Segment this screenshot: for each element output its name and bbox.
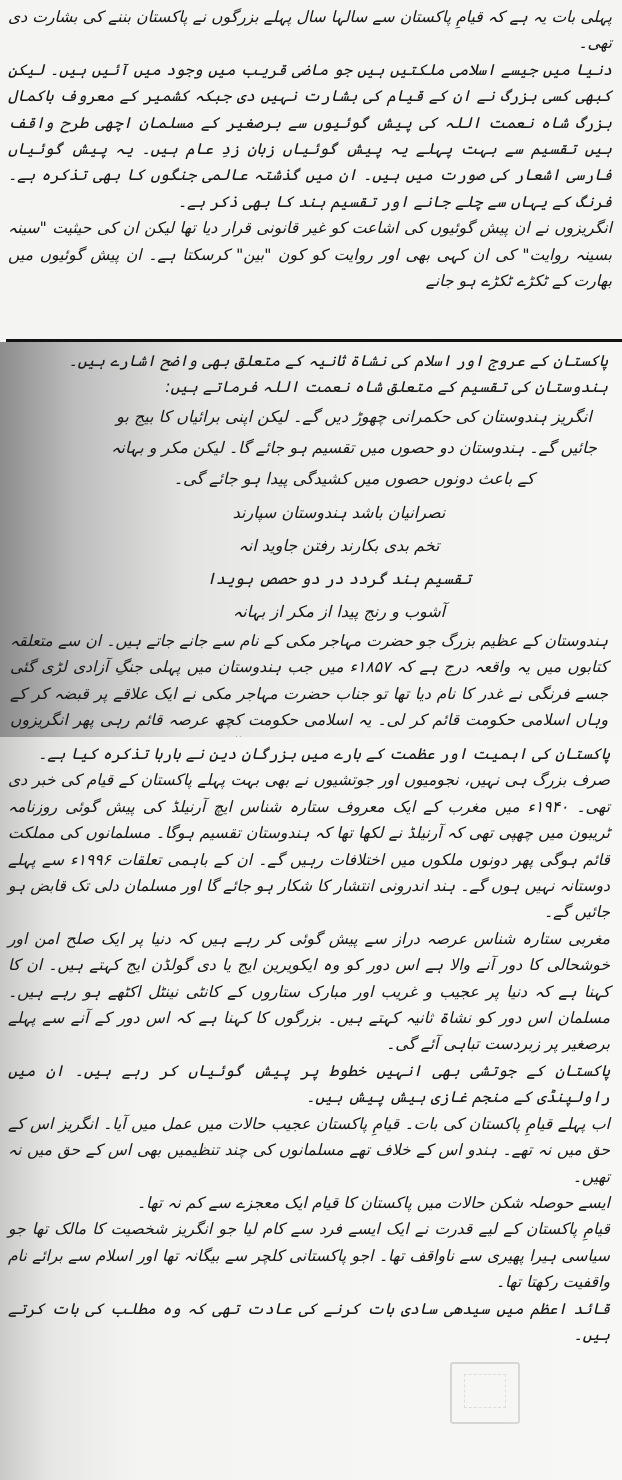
- fragment-top-line: پاکستان کی اہمیت اور عظمت کے بارے میں بزرگانِ دین نے بارہا تذکرہ کیا ہے۔: [38, 745, 610, 763]
- page-fragment-middle: [0, 342, 622, 737]
- paragraph: انگریزوں نے ان پیش گوئیوں کی اشاعت کو غیر قانونی قرار دیا تھا لیکن ان کی حیثیت "سینہ بسینہ روایت" کی ان کہی بھی اور روایت کو کون "بین" کرسکتا ہے۔ ان پیش گوئیوں میں بھارت کے ٹکڑے ٹکڑے ہو جانے: [8, 219, 612, 291]
- paragraph: ہندوستان کے عظیم بزرگ جو حضرت مہاجر مکی کے نام سے جانے جاتے ہیں۔ ان سے متعلقہ کتابوں میں یہ واقعہ درج ہے کہ ۱۸۵۷ء میں جب ہندوستان میں پہلی جنگِ آزادی لڑی گئی جسے فرنگی نے غدر کا نام دیا تھا تو جناب حضرت مہاجر مکی نے ایک علاقے پر قبضہ کر کے وہاں اسلامی حکومت قائم کر لی۔ یہ اسلامی حکومت کچھ عرصہ قائم رہی پھر انگریزوں: [10, 631, 608, 730]
- poem-intro: ہندوستان کی تقسیم کے متعلق شاہ نعمت اللہ فرماتے ہیں:: [165, 378, 608, 397]
- translation-line: انگریز ہندوستان کی حکمرانی چھوڑ دیں گے۔ لیکن اپنی برائیاں کا بیج بو: [116, 406, 592, 426]
- translation-line: کے باعث دونوں حصوں میں کشیدگی پیدا ہو جائے گی۔: [173, 468, 535, 488]
- prose-translation: [10, 401, 608, 494]
- verse-line: آشوب و رنج پیدا از مکر از بہانہ: [232, 601, 446, 621]
- paragraph: پاکستان کے جوتشی بھی انہیں خطوط پر پیش گوئیاں کر رہے ہیں۔ ان میں راولپنڈی کے منجم غازی ہیش پیش ہیں۔: [8, 1061, 610, 1107]
- verse-line: نصرانیان باشد ہندوستان سپارند: [232, 502, 446, 522]
- paragraph: ایسے حوصلہ شکن حالات میں پاکستان کا قیام ایک معجزے سے کم نہ تھا۔: [136, 1193, 610, 1212]
- verse-line: تقسیم ہند گردد در دو حصص ہویدا: [206, 568, 472, 588]
- page-fragment-bottom: [0, 737, 622, 1480]
- translation-line: جائیں گے۔ ہندوستان دو حصوں میں تقسیم ہو جائے گا۔ لیکن مکر و بہانہ: [111, 437, 597, 457]
- faint-stamp-mark: [450, 1362, 520, 1424]
- verse-line: تخم بدی بکارند رفتن جاوید انہ: [238, 535, 440, 555]
- fragment-top-line: پاکستان کے عروج اور اسلام کی نشاۃ ثانیہ کے متعلق بھی واضح اشارے ہیں۔: [68, 352, 608, 370]
- persian-verses: [10, 496, 608, 628]
- page-fragment-top: [0, 0, 622, 342]
- paragraph: صرف بزرگ ہی نہیں، نجومیوں اور جوتشیوں نے بھی بہت پہلے پاکستان کے قیام کی خبر دی تھی۔ ۱۹۴۰ء میں مغرب کے ایک معروف ستارہ شناس ایچ آرنیلڈ کی پیش گوئی روزنامہ ٹریبون میں چھپی تھی کہ آرنیلڈ نے لکھا تھا کہ ہندوستان تقسیم ہوگا۔ مسلمانوں کی مملکت قائم ہوگی پھر دونوں ملکوں میں اختلافات رہیں گے۔ ان کے باہمی تعلقات ۱۹۹۶ء سے پہلے دوستانہ نہیں ہوں گے۔ ہند اندرونی انتشار کا شکار ہو جائے گا اور مسلمان دلی تک قابض ہو جائیں گے۔: [8, 771, 610, 922]
- paragraph: قیامِ پاکستان کے لیے قدرت نے ایک ایسے فرد سے کام لیا جو انگریز شخصیت کا مالک تھا جو سیاسی ہیرا پھیری سے ناواقف تھا۔ اجو پاکستانی کلچر سے بیگانہ تھا اور اسلام سے برائے نام واقفیت رکھتا تھا۔: [8, 1220, 610, 1292]
- paragraph: دنیا میں جیسے اسلامی ملکتیں ہیں جو ماضی قریب میں وجود میں آئیں ہیں۔ لیکن کبھی کسی بزرگ نے ان کے قیام کی بشارت نہیں دی جبکہ کشمیر کے معروف باکمال بزرگ شاہ نعمت اللہ کی پیش گوئیوں سے برصغیر کے مسلمان اچھی طرح واقف ہیں تقسیم سے بہت پہلے یہ پیش گوئیاں زبان زدِ عام ہیں۔ یہ پیش گوئیاں فارسی اشعار کی صورت میں ہیں۔ ان میں گذشتہ عالمی جنگوں کا بھی تذکرہ ہے۔ فرنگ کے یہاں سے چلے جانے اور تقسیم ہند کا بھی ذکر ہے۔: [8, 60, 612, 211]
- paragraph: اب پہلے قیامِ پاکستان کی بات۔ قیامِ پاکستان عجیب حالات میں عمل میں آیا۔ انگریز اس کے حق میں نہ تھے۔ ہندو اس کے خلاف تھے مسلمانوں کی چند تنظیمیں بھی اس کے حق میں نہ تھیں۔: [8, 1114, 610, 1186]
- paragraph: مغربی ستارہ شناس عرصہ دراز سے پیش گوئی کر رہے ہیں کہ دنیا پر ایک صلح امن اور خوشحالی کا دور آنے والا ہے اس دور کو وہ ایکویرین ایج یا دی گولڈن ایج کہتے ہیں۔ ان کا کہنا ہے کہ دنیا پر عجیب و غریب اور مبارک ستاروں کے کانٹی نینٹل اکٹھے ہو رہے ہیں۔ مسلمان اس دور کو نشاۃ ثانیہ کہتے ہیں۔ بزرگوں کا کہنا ہے کہ اس دور کے آنے سے پہلے برصغیر پر زبردست تباہی آئے گی۔: [8, 929, 610, 1054]
- paragraph: پہلی بات یہ ہے کہ قیامِ پاکستان سے سالہا سال پہلے بزرگوں نے پاکستان بننے کی بشارت دی تھی۔: [8, 8, 612, 53]
- paragraph: قائد اعظم میں سیدھی سادی بات کرنے کی عادت تھی کہ وہ مطلب کی بات کرتے ہیں۔: [8, 1299, 610, 1344]
